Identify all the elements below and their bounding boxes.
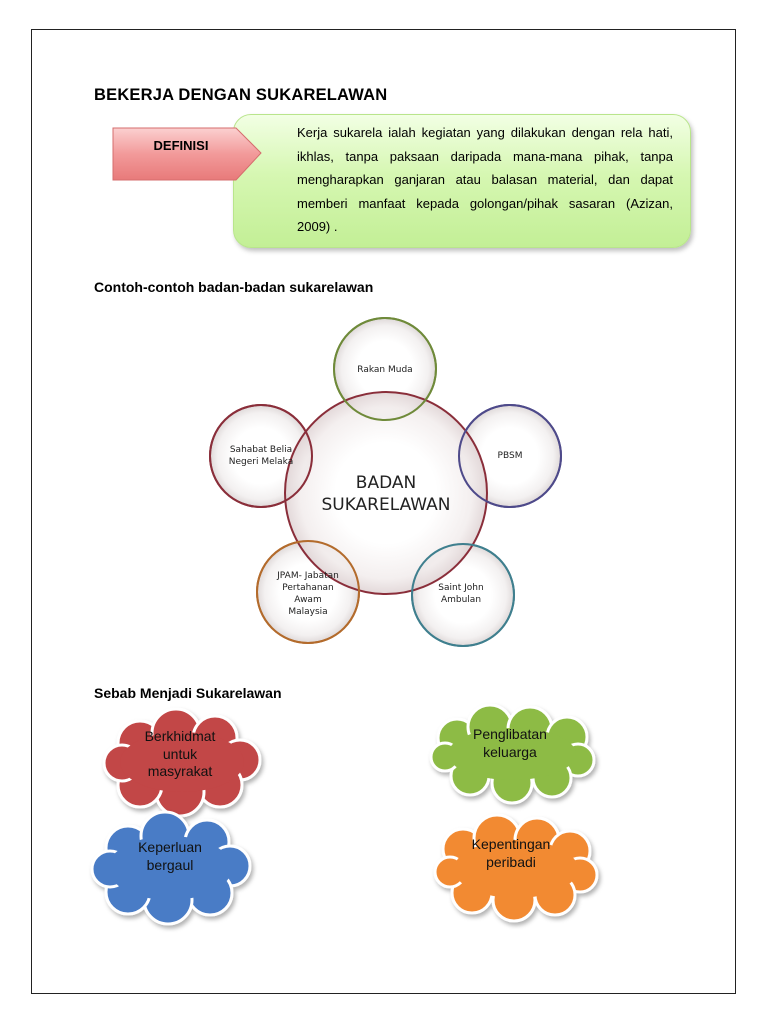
cloud-keperluan-line-2: bergaul <box>146 856 194 873</box>
center-label-line-1: BADAN <box>355 473 417 493</box>
cloud-penglibatan-label <box>455 726 565 761</box>
orb-label-sahabat-line-1: Sahabat Belia <box>229 445 293 455</box>
cloud-berkhidmat-label <box>125 728 235 781</box>
examples-heading: Contoh-contoh badan-badan sukarelawan <box>94 279 374 295</box>
cloud-keperluan-label <box>115 839 225 874</box>
definition-tag-label: DEFINISI <box>153 138 209 153</box>
orb-label-jpam-line-1: JPAM- Jabatan <box>277 571 339 581</box>
orb-label-sahabat-line-2: Negeri Melaka <box>228 457 294 467</box>
cloud-penglibatan-line-1: Penglibatan <box>473 726 547 742</box>
reasons-heading: Sebab Menjadi Sukarelawan <box>94 685 282 701</box>
cloud-berkhidmat-line-1: Berkhidmat <box>144 728 216 744</box>
cloud-berkhidmat-line-3: masyrakat <box>147 763 213 779</box>
cloud-berkhidmat-line-2: untuk <box>162 745 198 762</box>
orb-label-pbsm: PBSM <box>497 451 523 461</box>
orb-label-jpam-line-2: Pertahanan <box>282 583 334 593</box>
cloud-kepentingan-label <box>456 836 566 871</box>
orb-label-jpam-line-3: Awam <box>294 595 322 605</box>
cloud-keperluan-line-1: Keperluan <box>138 839 202 855</box>
cloud-kepentingan-line-2: peribadi <box>486 853 536 870</box>
orb-label-saint-john-line-1: Saint John <box>438 583 484 593</box>
orb-label-jpam-line-4: Malaysia <box>288 607 328 617</box>
orb-label-rakan-muda: Rakan Muda <box>357 365 413 375</box>
definition-text: Kerja sukarela ialah kegiatan yang dilakukan dengan rela hati, ikhlas, tanpa paksaan daripada mana-mana pihak, tanpa mengharapkan ganjaran atau balasan material, dan dapat memberi manfaat kepada golongan/pihak sasaran (Azizan, 2009) . <box>297 125 673 234</box>
orb-label-saint-john-line-2: Ambulan <box>440 595 482 605</box>
cloud-kepentingan-line-1: Kepentingan <box>471 836 551 852</box>
page-title: BEKERJA DENGAN SUKARELAWAN <box>94 86 388 104</box>
cloud-penglibatan-line-2: keluarga <box>483 743 537 760</box>
center-label-line-2: SUKARELAWAN <box>321 495 451 515</box>
